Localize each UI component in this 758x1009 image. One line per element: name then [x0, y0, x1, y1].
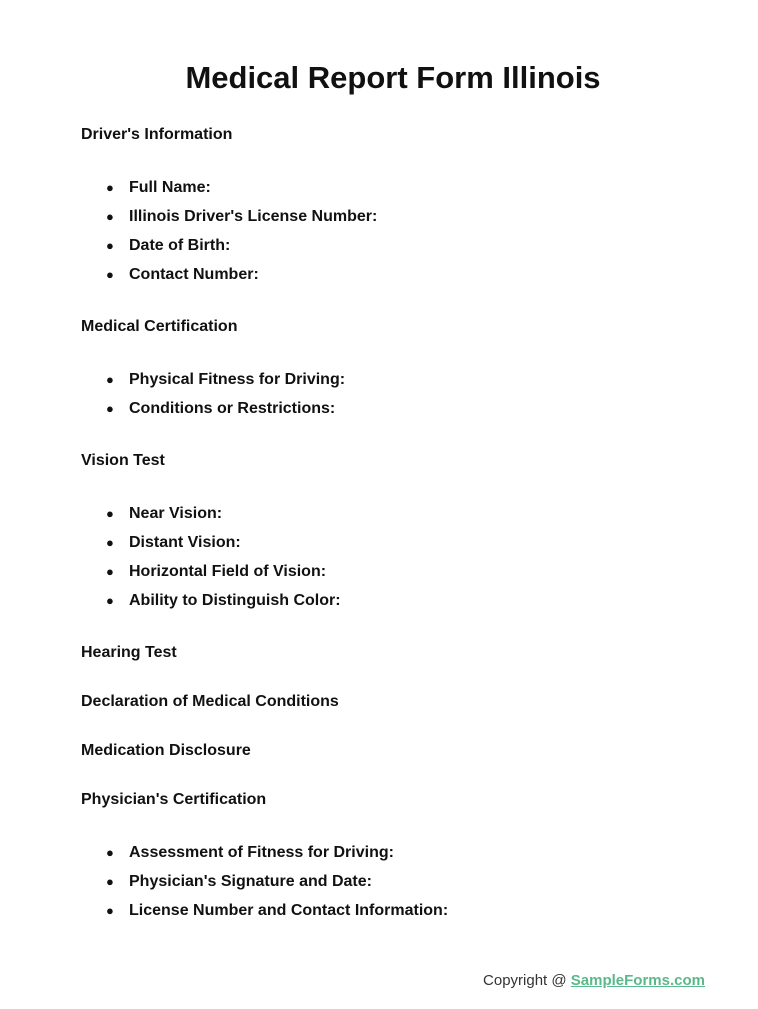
bullet-icon: ●: [106, 593, 114, 608]
bullet-icon: ●: [106, 238, 114, 253]
section-spacer: [81, 289, 721, 316]
copyright-footer: [483, 970, 705, 992]
section-spacer: [81, 713, 721, 740]
list-item: [81, 394, 721, 423]
list-item: [81, 173, 721, 202]
list-item: [81, 365, 721, 394]
list-item: [81, 557, 721, 586]
bullet-icon: ●: [106, 267, 114, 282]
section-spacer: [81, 423, 721, 450]
field-list: [81, 338, 721, 423]
page-title: Medical Report Form Illinois: [185, 60, 601, 95]
bullet-icon: ●: [106, 564, 114, 579]
section-drivers-information: [81, 124, 721, 289]
list-item: [81, 586, 721, 615]
field-label: Full Name:: [129, 179, 211, 196]
samplforms-link[interactable]: SampleForms.com: [570, 972, 705, 989]
list-item: [81, 838, 721, 867]
list-item: [81, 867, 721, 896]
bullet-icon: ●: [106, 401, 114, 416]
field-label: Near Vision:: [129, 505, 223, 522]
field-label: Conditions or Restrictions:: [129, 400, 336, 417]
field-label: Physician's Signature and Date:: [129, 873, 372, 890]
field-list: [81, 811, 721, 925]
field-label: Date of Birth:: [129, 237, 231, 254]
field-label: Contact Number:: [129, 266, 259, 283]
section-medical-certification: [81, 316, 721, 423]
bullet-icon: ●: [106, 845, 114, 860]
list-item: [81, 231, 721, 260]
field-label: Illinois Driver's License Number:: [129, 208, 378, 225]
field-label: Distant Vision:: [129, 534, 241, 551]
section-medication-disclosure: [81, 740, 721, 762]
list-item: [81, 260, 721, 289]
section-physicians-certification: [81, 789, 721, 925]
section-spacer: [81, 664, 721, 691]
section-spacer: [81, 615, 721, 642]
field-list: [81, 146, 721, 289]
list-item: [81, 528, 721, 557]
field-label: License Number and Contact Information:: [129, 902, 449, 919]
section-heading: Hearing Test: [81, 644, 177, 661]
list-item: [81, 499, 721, 528]
bullet-icon: ●: [106, 535, 114, 550]
section-hearing-test: [81, 642, 721, 664]
field-label: Physical Fitness for Driving:: [129, 371, 346, 388]
form-content: [81, 124, 721, 925]
section-heading: Vision Test: [81, 452, 165, 469]
bullet-icon: ●: [106, 209, 114, 224]
bullet-icon: ●: [106, 180, 114, 195]
section-heading: Driver's Information: [81, 126, 233, 143]
list-item: [81, 202, 721, 231]
bullet-icon: ●: [106, 903, 114, 918]
field-label: Ability to Distinguish Color:: [129, 592, 341, 609]
bullet-icon: ●: [106, 372, 114, 387]
field-label: Assessment of Fitness for Driving:: [129, 844, 394, 861]
section-heading: Medication Disclosure: [81, 742, 251, 759]
list-item: [81, 896, 721, 925]
section-declaration-of-medical-conditions: [81, 691, 721, 713]
section-vision-test: [81, 450, 721, 615]
bullet-icon: ●: [106, 874, 114, 889]
field-label: Horizontal Field of Vision:: [129, 563, 327, 580]
bullet-icon: ●: [106, 506, 114, 521]
section-spacer: [81, 762, 721, 789]
section-heading: Physician's Certification: [81, 791, 267, 808]
copyright-text: Copyright @: [483, 972, 571, 989]
section-heading: Declaration of Medical Conditions: [81, 693, 339, 710]
section-heading: Medical Certification: [81, 318, 238, 335]
field-list: [81, 472, 721, 615]
